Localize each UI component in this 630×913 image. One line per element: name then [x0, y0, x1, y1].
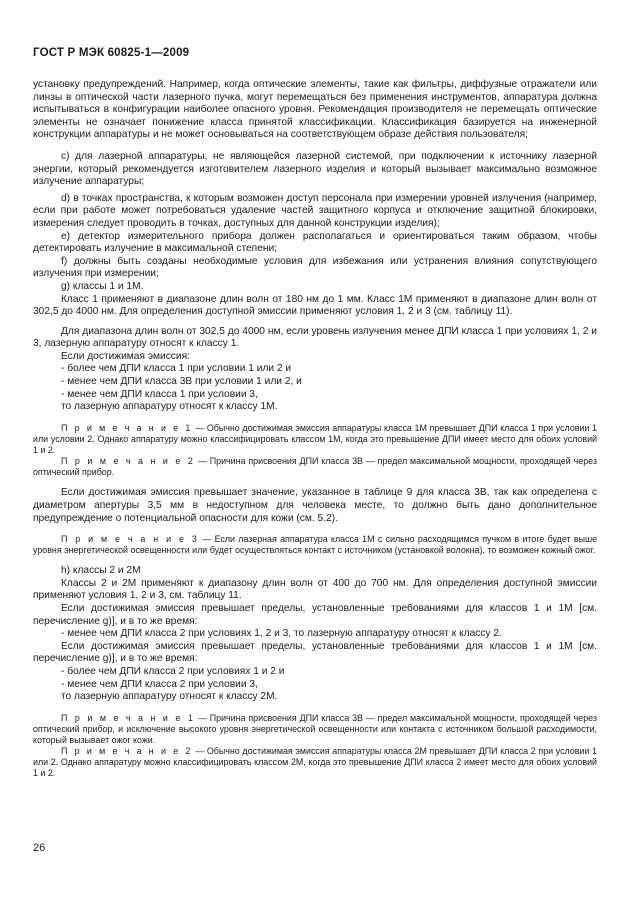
list-item-d: d) в точках пространства, к которым возможен доступ персонала при измерении уровней излучения (например, если при работе может потребоваться удаление частей защитного корпуса и отключение защитной блокировки, измерения следует проводить в точках, доступных для данной конструкции изделия);	[33, 192, 597, 229]
list-item-f: f) должны быть созданы необходимые условия для избежания или устранения влияния сопутствующего излучения при измерении;	[33, 255, 597, 280]
note-text: — Обычно достижимая эмиссия аппаратуры класса 2М превышает ДПИ класса 2 при условии 1 или 2. Однако аппаратуру можно классифицировать классом 2М, когда это превышение ДПИ класса 2 имеет место для обоих условий 1 и 2.	[33, 746, 597, 779]
note-3	[33, 534, 597, 556]
condition-line: - менее чем ДПИ класса 1 при условии 3,	[61, 388, 258, 400]
paragraph-exceed: Если достижимая эмиссия превышает пределы, установленные требованиями для классов 1 и 1М [см. перечисление g)], и в то же время:	[33, 603, 597, 627]
paragraph-continuation: установку предупреждений. Например, когда оптические элементы, такие как фильтры, диффузные отражатели или линзы в оптической части лазерного пучка, могут перемещаться без применения инструментов, аппаратура должна испытываться в конфигурации наиболее опасного уровня. Рекомендация производителя не перемещать оптические элементы не означает понижение класса принятой классификации. Классификация базируется на инженерной конструкции аппаратуры и не может основываться на соответствующем образе действия пользователя;	[33, 79, 597, 141]
condition-result: то лазерную аппаратуру относят к классу 1М.	[61, 401, 278, 413]
list-item-e: e) детектор измерительного прибора должен располагаться и ориентироваться таким образом, чтобы детектировать излучение в максимальной степени;	[33, 230, 597, 255]
note-2-class2	[33, 746, 597, 779]
standard-header: ГОСТ Р МЭК 60825-1—2009	[33, 47, 190, 59]
note-text: — Причина присвоения ДПИ класса 3В — предел максимальной мощности, проходящей через оптический прибор, и исключение высокого уровня энергетической освещенности или контакта с источником большой расходимости, который вызывает ожог кожи.	[33, 712, 597, 745]
condition-line: - менее чем ДПИ класса 3В при условии 1 или 2, и	[61, 376, 302, 388]
paragraph-range: Для диапазона длин волн от 302,5 до 4000 нм, если уровень излучения менее ДПИ класса 1 при условиях 1, 2 и 3, лазерную аппаратуру относят к классу 1.	[33, 325, 597, 350]
note-1	[33, 423, 597, 456]
note-label: П р и м е ч а н и е 2	[61, 456, 196, 467]
document-body	[33, 79, 597, 779]
note-text: — Причина присвоения ДПИ класса 3В — предел максимальной мощности, проходящей через оптический прибор.	[33, 456, 597, 478]
note-label: П р и м е ч а н и е 2	[61, 746, 193, 757]
condition-line: - менее чем ДПИ класса 2 при условиях 1, 2 и 3, то лазерную аппаратуру относят к классу 2.	[61, 628, 502, 640]
list-item-g: g) классы 1 и 1М.	[61, 280, 144, 292]
note-text: — Если лазерная аппаратура класса 1М с сильно расходящимся пучком в итоге будет выше уровня энергетической освещенности или будет осуществляться контакт с источником (установкой волокна), то возможен кожный ожог.	[33, 534, 597, 556]
list-item-c: c) для лазерной аппаратуры, не являющейся лазерной системой, при подключении к источнику лазерной энергии, который рекомендуется изготовителем лазерного изделия и который вызывает максимально возможное излучение аппаратуры;	[33, 150, 597, 188]
note-label: П р и м е ч а н и е 3	[61, 534, 200, 545]
note-1-class2	[33, 713, 597, 746]
list-item-h: h) классы 2 и 2М	[61, 565, 141, 577]
condition-result: то лазерную аппаратуру относят к классу 2М.	[61, 691, 278, 703]
note-label: П р и м е ч а н и е 1	[61, 422, 193, 433]
paragraph-class1: Класс 1 применяют в диапазоне длин волн от 180 нм до 1 мм. Класс 1М применяют в диапазоне длин волн от 302,5 до 4000 нм. Для определения доступной эмиссии применяют условия 1, 2 и 3 (см. таблицу 11).	[33, 293, 597, 318]
page-number: 26	[33, 842, 46, 854]
note-label: П р и м е ч а н и е 1	[61, 712, 196, 723]
condition-intro: Если достижимая эмиссия:	[61, 350, 190, 362]
note-2	[33, 456, 597, 478]
paragraph-exceed: Если достижимая эмиссия превышает пределы, установленные требованиями для классов 1 и 1М [см. перечисление g)], и в то же время:	[33, 640, 597, 665]
note-text: — Обычно достижимая эмиссия аппаратуры класса 1М превышает ДПИ класса 1 при условии 1 или условии 2. Однако аппаратуру можно классифицировать классом 1М, когда это превышение ДПИ имеет место для обоих условий 1 и 2.	[33, 422, 597, 456]
condition-line: - более чем ДПИ класса 2 при условиях 1 и 2 и	[61, 666, 285, 678]
paragraph-skin-warning: Если достижимая эмиссия превышает значение, указанное в таблице 9 для класса 3В, так как определена с диаметром апертуры 3,5 мм в недоступном для человека месте, то должно быть дано дополнительное предупреждение о потенциальной опасности для кожи (см. 5.2).	[33, 487, 597, 524]
condition-line: - более чем ДПИ класса 1 при условии 1 или 2 и	[61, 363, 292, 375]
paragraph-class2: Классы 2 и 2М применяют к диапазону длин волн от 400 до 700 нм. Для определения доступной эмиссии применяют условия 1, 2 и 3, см. таблицу 11.	[33, 577, 597, 602]
condition-line: - менее чем ДПИ класса 2 при условии 3,	[61, 678, 258, 690]
